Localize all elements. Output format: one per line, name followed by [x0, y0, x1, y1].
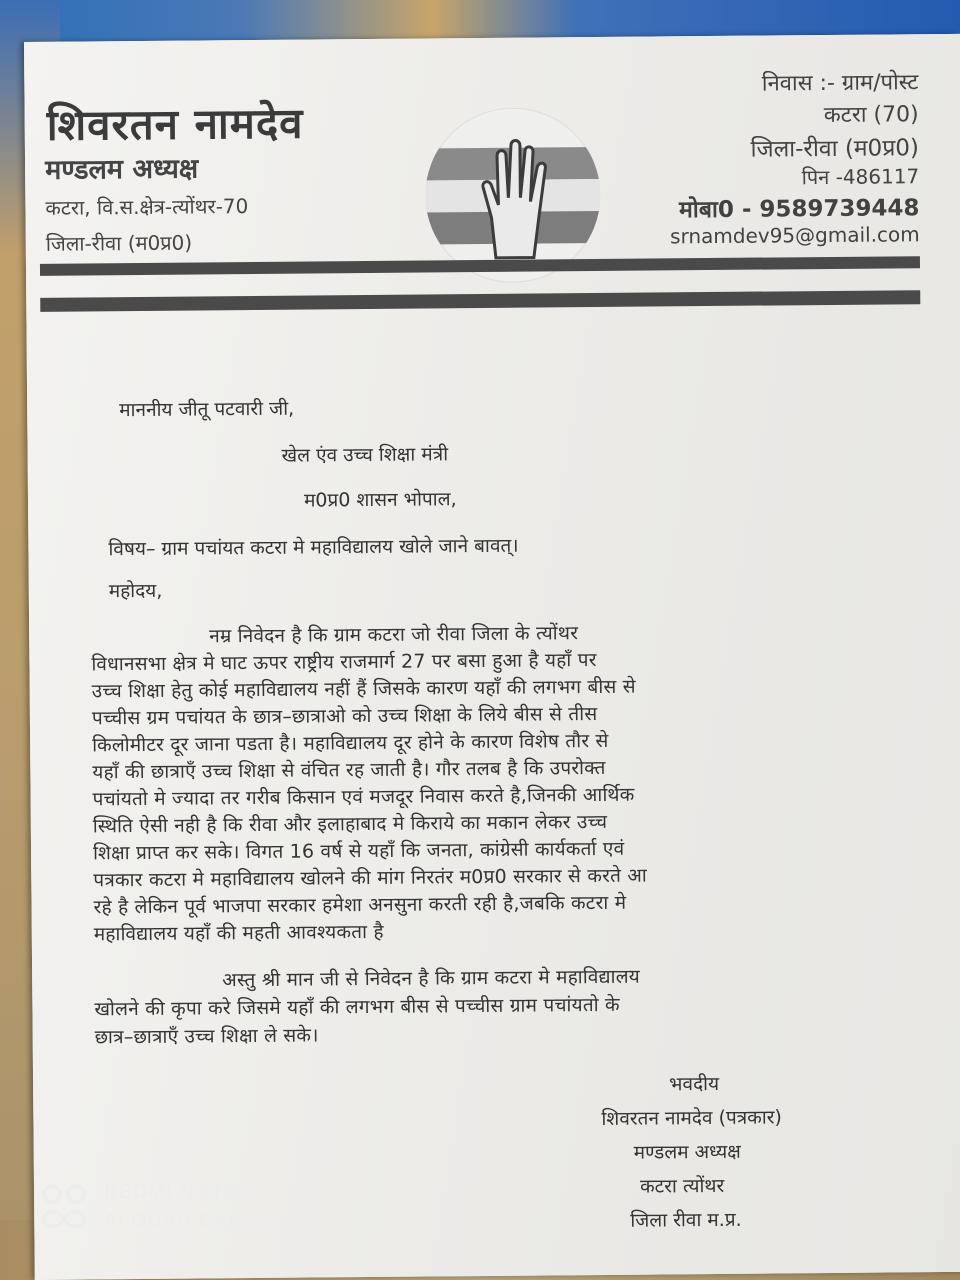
paragraph-1-line: पच्चीस ग्रम पचांयत के छात्र–छात्राओ को उच्च शिक्षा के लिये बीस से तीस [91, 703, 598, 730]
paragraph-1-line: पचांयतो मे ज्यादा तर गरीब किसान एवं मजदूर निवास करते है,जिनकी आर्थिक [92, 783, 635, 811]
camera-watermark-icon [40, 1183, 94, 1231]
pin-code: पिन -486117 [801, 164, 920, 190]
residence-label: निवास :- ग्राम/पोस्ट [761, 70, 919, 97]
residence-place: कटरा (70) [823, 102, 919, 129]
paragraph-2-line: छात्र–छात्राएँ उच्च शिक्षा ले सके। [94, 1024, 319, 1049]
paragraph-2-line: अस्तु श्री मान जी से निवेदन है कि ग्राम कटरा मे महाविद्यालय [222, 965, 641, 992]
recipient-line-3: म0प्र0 शासन भोपाल, [303, 488, 457, 512]
paragraph-1-line: पत्रकार कटरा मे महाविद्यालय खोलने की मांग निरतंर म0प्र0 सरकार से करते आ [93, 864, 648, 892]
salutation: महोदय, [108, 579, 163, 603]
signature-place: कटरा त्योंथर [639, 1174, 725, 1198]
letterhead-designation: मण्डलम अध्यक्ष [44, 153, 199, 186]
mobile-number: मोबा0 - 9589739448 [678, 195, 920, 224]
letterhead-area: कटरा, वि.स.क्षेत्र-त्योंथर-70 [45, 194, 249, 220]
signature-designation: मण्डलम अध्यक्ष [633, 1140, 741, 1164]
paragraph-1-line: किलोमीटर दूर जाना पडता है। महाविद्यालय दूर होने के कारण विशेष तौर से [92, 729, 609, 757]
party-logo [425, 107, 602, 284]
letterhead-name: शिवरतन नामदेव [46, 98, 304, 150]
subject-line: विषय– ग्राम पचांयत कटरा मे महाविद्यालय खोले जाने बावत्। [108, 534, 519, 561]
paragraph-1-line: नम्र निवेदन है कि ग्राम कटरा जो रीवा जिला के त्योंथर [209, 622, 579, 648]
signature-name: शिवरतन नामदेव (पत्रकार) [601, 1106, 783, 1131]
header-rule-bottom [40, 290, 920, 312]
recipient-line-1: माननीय जीतू पटवारी जी, [119, 397, 295, 422]
watermark-line-1: REDMI NOTE 8 [104, 1182, 258, 1203]
watermark-line-2: AI QUAD CAMERA [104, 1211, 290, 1232]
paragraph-1-line: महाविद्यालय यहाँ की महती आवश्यकता है [93, 920, 384, 946]
paragraph-1-line: रहे है लेकिन पूर्व भाजपा सरकार हमेशा अनसुना करती रही है,जबकि कटरा मे [93, 891, 627, 919]
residence-district: जिला-रीवा (म0प्र0) [750, 135, 920, 163]
letterhead-district: जिला-रीवा (म0प्र0) [45, 230, 193, 256]
email-address: srnamdev95@gmail.com [670, 222, 920, 249]
paragraph-1-line: विधानसभा क्षेत्र मे घाट ऊपर राष्ट्रीय राजमार्ग 27 पर बसा हुआ है यहाँ पर [91, 649, 597, 676]
signature-district: जिला रीवा म.प्र. [630, 1208, 742, 1232]
signature-closing: भवदीय [669, 1072, 720, 1096]
letter-paper [24, 34, 960, 1280]
paragraph-1-line: यहाँ की छात्राएँ उच्च शिक्षा से वंचित रह जाती है। गौर तलब है कि उपरोक्त [92, 756, 606, 784]
paragraph-1-line: उच्च शिक्षा हेतु कोई महाविद्यालय नहीं हैं जिसके कारण यहाँ की लगभग बीस से [91, 675, 636, 703]
paragraph-1-line: शिक्षा प्राप्त कर सके। विगत 16 वर्ष से यहाँ कि जनता, कांग्रेसी कार्यकर्ता एवं [92, 837, 625, 865]
paragraph-2-line: खोलने की कृपा करे जिसमे यहाँ की लगभग बीस से पच्चीस ग्राम पचांयतो के [94, 993, 620, 1021]
recipient-line-2: खेल एंव उच्च शिक्षा मंत्री [281, 443, 449, 467]
paragraph-1-line: स्थिति ऐसी नही है कि रीवा और इलाहाबाद मे किराये का मकान लेकर उच्च [92, 810, 608, 838]
hand-symbol-icon [425, 107, 602, 284]
